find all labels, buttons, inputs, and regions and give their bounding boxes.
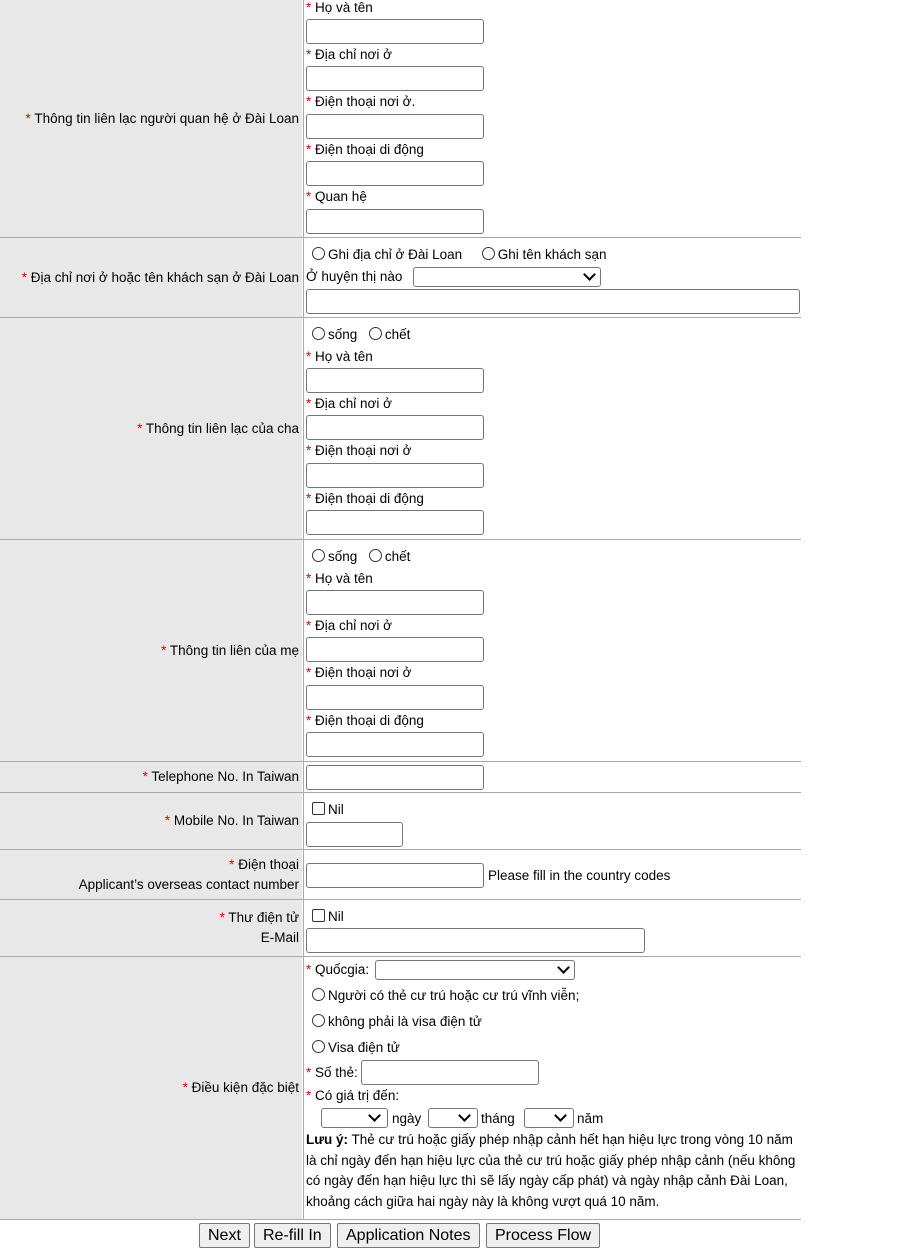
process-flow-button[interactable]: Process Flow <box>486 1223 600 1248</box>
mother-name-input[interactable] <box>306 590 484 615</box>
overseas-phone-input[interactable] <box>306 863 484 888</box>
chevron-down-icon <box>368 1109 381 1122</box>
contact-mobile-input[interactable] <box>306 161 484 186</box>
father-label-address: * Địa chỉ nơi ở <box>306 396 393 411</box>
chevron-down-icon <box>554 1109 567 1122</box>
mother-mobile-input[interactable] <box>306 732 484 757</box>
special-conditions-row <box>0 957 801 1220</box>
email-input[interactable] <box>306 928 645 953</box>
radio-not-evisa[interactable] <box>312 1014 325 1027</box>
day-select[interactable] <box>321 1108 388 1128</box>
validity-note: Lưu ý: Thẻ cư trú hoặc giấy phép nhập cảnh hết hạn hiệu lực trong vòng 10 năm là chỉ ngày đến hạn hiệu lực của thẻ cư trú hoặc giấy phép nhập cảnh (nếu không có ngày đến hạn hiệu lực thì sẽ lấy ngày cấp phát) và ngày nhập cảnh Đài Loan, khoảng cách giữa hai ngày này là không vượt quá 10 năm. <box>306 1132 796 1209</box>
mother-label-mobile: * Điện thoại di động <box>306 713 424 728</box>
chevron-down-icon <box>557 961 570 974</box>
month-select[interactable] <box>428 1108 478 1128</box>
district-label: Ở huyện thị nào <box>306 269 403 284</box>
radio-hotel[interactable] <box>482 247 495 260</box>
father-address-input[interactable] <box>306 415 484 440</box>
field-label-address: * Địa chỉ nơi ở <box>306 47 393 62</box>
country-select[interactable] <box>375 960 575 980</box>
chevron-down-icon <box>458 1109 471 1122</box>
taiwan-contact-fields <box>303 0 801 237</box>
father-status-radios: sống chết <box>312 327 410 343</box>
mother-label-address: * Địa chỉ nơi ở <box>306 618 393 633</box>
mobile-nil-option: Nil <box>312 802 344 818</box>
telephone-taiwan-row <box>0 762 801 793</box>
mobile-taiwan-input[interactable] <box>306 822 403 847</box>
radio-mother-dead[interactable] <box>369 549 382 562</box>
country-code-hint: Please fill in the country codes <box>488 868 671 883</box>
mobile-nil-checkbox[interactable] <box>312 802 325 815</box>
mobile-taiwan-label: * Mobile No. In Taiwan <box>0 793 302 849</box>
radio-resident[interactable] <box>312 988 325 1001</box>
mother-label: * Thông tin liên của mẹ <box>0 540 302 761</box>
address-type-radios: Ghi địa chỉ ở Đài Loan Ghi tên khách sạn <box>312 247 607 263</box>
father-label-home-phone: * Điện thoại nơi ở <box>306 443 412 458</box>
option-not-evisa[interactable]: không phải là visa điện tử <box>312 1014 482 1030</box>
overseas-phone-label: * Điện thoại Applicant’s overseas contact number <box>0 850 302 899</box>
email-nil-checkbox[interactable] <box>312 909 325 922</box>
father-label: * Thông tin liên lạc của cha <box>0 318 302 539</box>
mother-address-input[interactable] <box>306 637 484 662</box>
next-button[interactable]: Next <box>199 1223 250 1248</box>
radio-father-dead[interactable] <box>369 327 382 340</box>
contact-address-input[interactable] <box>306 66 484 91</box>
option-resident[interactable]: Người có thẻ cư trú hoặc cư trú vĩnh viễn; <box>312 988 579 1004</box>
day-label: ngày <box>392 1111 422 1126</box>
radio-mother-alive[interactable] <box>312 549 325 562</box>
year-label: năm <box>577 1111 604 1126</box>
month-label: tháng <box>481 1111 515 1126</box>
radio-evisa[interactable] <box>312 1040 325 1053</box>
email-nil-option: Nil <box>312 909 344 925</box>
mother-fields <box>303 540 801 761</box>
overseas-phone-row <box>0 850 801 900</box>
telephone-taiwan-input[interactable] <box>306 765 484 790</box>
mother-label-name: * Họ và tên <box>306 571 373 586</box>
special-conditions-label: * Điều kiện đặc biệt <box>0 957 302 1219</box>
field-label-relation: * Quan hệ <box>306 189 367 204</box>
contact-relation-input[interactable] <box>306 209 484 234</box>
father-home-phone-input[interactable] <box>306 463 484 488</box>
mother-status-radios: sống chết <box>312 549 410 565</box>
card-number-input[interactable] <box>361 1060 539 1085</box>
field-label-mobile: * Điện thoại di động <box>306 142 424 157</box>
mobile-taiwan-row <box>0 793 801 850</box>
application-notes-button[interactable]: Application Notes <box>337 1223 480 1248</box>
option-evisa[interactable]: Visa điện tử <box>312 1040 400 1056</box>
email-row <box>0 900 801 957</box>
telephone-taiwan-label: * Telephone No. In Taiwan <box>0 762 302 792</box>
card-number-label: * Số thẻ: <box>306 1065 358 1080</box>
refill-button[interactable]: Re-fill In <box>254 1223 331 1248</box>
contact-home-phone-input[interactable] <box>306 114 484 139</box>
field-label-home-phone: * Điện thoại nơi ở. <box>306 94 416 109</box>
field-label-name: * Họ và tên <box>306 0 373 15</box>
mother-label-home-phone: * Điện thoại nơi ở <box>306 665 412 680</box>
chevron-down-icon <box>583 268 596 281</box>
father-mobile-input[interactable] <box>306 510 484 535</box>
email-label: * Thư điện tử E-Mail <box>0 900 302 956</box>
address-row <box>0 238 801 318</box>
father-row <box>0 318 801 540</box>
district-select[interactable] <box>413 267 601 287</box>
contact-name-input[interactable] <box>306 19 484 44</box>
father-fields <box>303 318 801 539</box>
country-label: * Quốcgia: <box>306 962 370 977</box>
address-fields <box>303 238 801 317</box>
father-label-mobile: * Điện thoại di động <box>306 491 424 506</box>
taiwan-contact-row <box>0 0 801 238</box>
radio-taiwan-address[interactable] <box>312 247 325 260</box>
address-label: * Địa chỉ nơi ở hoặc tên khách sạn ở Đài Loan <box>0 238 302 317</box>
mother-home-phone-input[interactable] <box>306 685 484 710</box>
father-label-name: * Họ và tên <box>306 349 373 364</box>
valid-until-label: * Có giá trị đến: <box>306 1088 400 1103</box>
taiwan-contact-label: * Thông tin liên lạc người quan hệ ở Đài Loan <box>0 0 302 237</box>
address-input[interactable] <box>306 289 800 314</box>
father-name-input[interactable] <box>306 368 484 393</box>
mother-row <box>0 540 801 762</box>
radio-father-alive[interactable] <box>312 327 325 340</box>
year-select[interactable] <box>524 1108 574 1128</box>
